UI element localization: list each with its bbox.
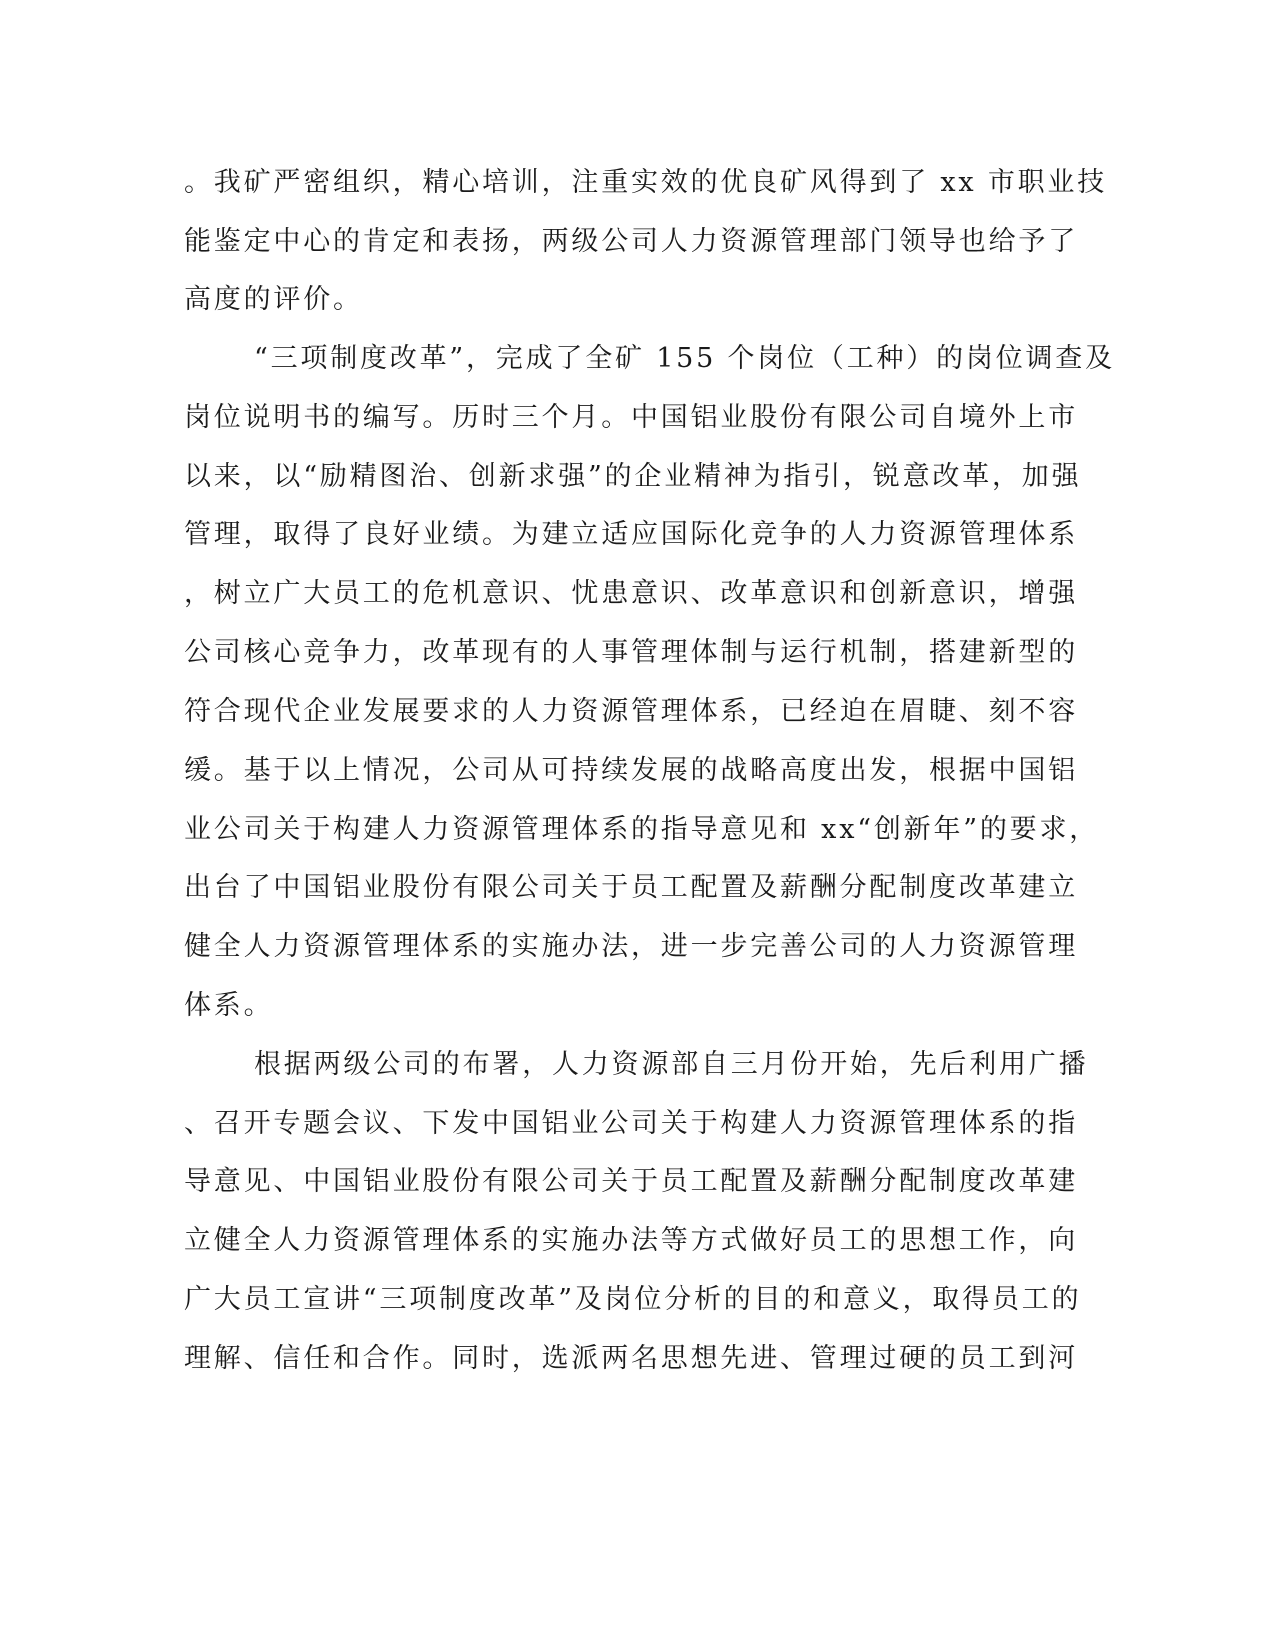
text-line: 符合现代企业发展要求的人力资源管理体系，已经迫在眉睫、刻不容 (184, 696, 1078, 727)
text-line: 健全人力资源管理体系的实施办法，进一步完善公司的人力资源管理 (184, 931, 1078, 962)
text-line: 能鉴定中心的肯定和表扬，两级公司人力资源管理部门领导也给予了 (184, 226, 1078, 257)
text-line: “三项制度改革”，完成了全矿 155 个岗位（工种）的岗位调查及 (254, 343, 1115, 374)
text-line: 公司核心竞争力，改革现有的人事管理体制与运行机制，搭建新型的 (184, 637, 1078, 668)
text-line: 根据两级公司的布署，人力资源部自三月份开始，先后利用广播 (254, 1049, 1089, 1080)
text-line: 业公司关于构建人力资源管理体系的指导意见和 xx“创新年”的要求， (184, 814, 1100, 845)
text-line: ，树立广大员工的危机意识、忧患意识、改革意识和创新意识，增强 (184, 578, 1078, 609)
text-line: 立健全人力资源管理体系的实施办法等方式做好员工的思想工作，向 (184, 1225, 1078, 1256)
text-line: 、召开专题会议、下发中国铝业公司关于构建人力资源管理体系的指 (184, 1108, 1078, 1139)
text-line: 缓。基于以上情况，公司从可持续发展的战略高度出发，根据中国铝 (184, 755, 1078, 786)
text-line: 岗位说明书的编写。历时三个月。中国铝业股份有限公司自境外上市 (184, 402, 1078, 433)
text-line: 以来，以“励精图治、创新求强”的企业精神为指引，锐意改革，加强 (184, 461, 1082, 492)
text-line: 出台了中国铝业股份有限公司关于员工配置及薪酬分配制度改革建立 (184, 872, 1078, 903)
text-line: 广大员工宣讲“三项制度改革”及岗位分析的目的和意义，取得员工的 (184, 1284, 1082, 1315)
text-line: 。我矿严密组织，精心培训，注重实效的优良矿风得到了 xx 市职业技 (184, 167, 1108, 198)
text-line: 高度的评价。 (184, 284, 363, 315)
text-line: 理解、信任和合作。同时，选派两名思想先进、管理过硬的员工到河 (184, 1343, 1078, 1374)
text-line: 体系。 (184, 990, 274, 1021)
text-line: 管理，取得了良好业绩。为建立适应国际化竞争的人力资源管理体系 (184, 519, 1078, 550)
text-line: 导意见、中国铝业股份有限公司关于员工配置及薪酬分配制度改革建 (184, 1166, 1078, 1197)
